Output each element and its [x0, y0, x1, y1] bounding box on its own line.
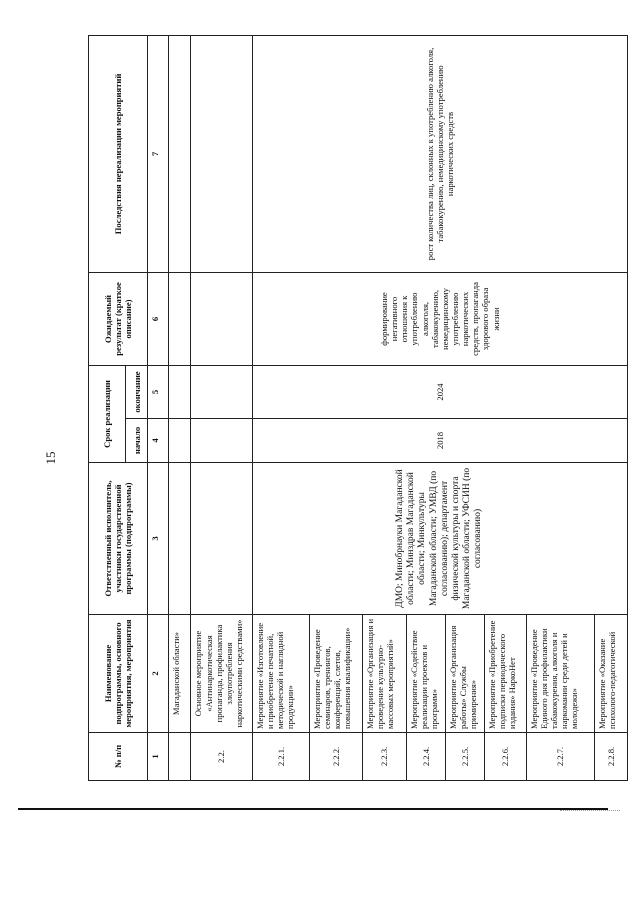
rotated-table-page	[88, 36, 628, 781]
row-num: 2.2.6.	[484, 733, 526, 781]
header-period: Срок реализации	[89, 365, 126, 462]
row-name: Мероприятие «Изготовление и приобретение печатной, методической и наглядной продукции»	[252, 615, 309, 733]
header-num: № п/п	[89, 733, 148, 781]
row-name: Мероприятие «Проведение Единого дня профилактики табакокурения, алкоголя и наркомании среди детей и молодежи»	[526, 615, 594, 733]
empty-cell	[191, 272, 252, 365]
row-name: Мероприятие «Содействие реализации проектов и программ»	[406, 615, 445, 733]
bottom-rule-faint	[560, 810, 620, 811]
row-name: Мероприятие «Организация работы» Службы примирения»	[445, 615, 484, 733]
column-number-row	[148, 35, 169, 780]
header-name: Наименование подпрограммы, основного мероприятия, мероприятия	[89, 615, 148, 733]
row-num: 2.2.1.	[252, 733, 309, 781]
row-num: 2.2.3.	[362, 733, 406, 781]
empty-cell	[191, 463, 252, 615]
page-number: 15	[43, 451, 58, 465]
table-row	[191, 35, 252, 780]
column-number: 7	[148, 35, 169, 272]
header-result: Ожидаемый результат (краткое описание)	[89, 272, 148, 365]
empty-cell	[191, 365, 252, 418]
header-row-1	[89, 35, 126, 780]
header-end: окончание	[126, 365, 148, 418]
start-year-cell: 2018	[252, 419, 627, 463]
row-name: Основное мероприятие «Антинаркотическая пропаганда, профилактика злоупотребления наркотическими средствами»	[191, 615, 252, 733]
table-row	[252, 35, 309, 780]
row-num: 2.2.2.	[309, 733, 362, 781]
header-start: начало	[126, 419, 148, 463]
empty-cell	[169, 35, 191, 272]
result-cell: формирование негативного отношения к употреблению алкоголя, табакокурению, немедицинскому употреблению наркотических средств, пропаганда здорового образа жизни	[252, 272, 627, 365]
column-number: 3	[148, 463, 169, 615]
empty-cell	[191, 35, 252, 272]
column-number: 4	[148, 419, 169, 463]
row-num: 2.2.4.	[406, 733, 445, 781]
row-name: Мероприятие «Оказание психолого-педагогической	[594, 615, 627, 733]
table-container	[88, 36, 628, 781]
column-number: 6	[148, 272, 169, 365]
row-name: Магаданской области»	[169, 615, 191, 733]
column-number: 1	[148, 733, 169, 781]
empty-cell	[169, 463, 191, 615]
row-num	[169, 733, 191, 781]
row-name: Мероприятие «Организация и проведение культурно-массовых мероприятий»	[362, 615, 406, 733]
row-name: Мероприятие «Приобретение подписки периодического издания» НаркоНет	[484, 615, 526, 733]
consequence-cell: рост количества лиц, склонных к употреблению алкоголя, табакокурению, немедицинскому употреблению наркотических средств	[252, 35, 627, 272]
empty-cell	[169, 419, 191, 463]
row-num: 2.2.8.	[594, 733, 627, 781]
empty-cell	[191, 419, 252, 463]
empty-cell	[169, 365, 191, 418]
executor-cell: ДМО; Минобрнауки Магаданской области; Минздрав Магаданской области; Минкультуры Магаданской области; УМВД (по согласованию); департамент физической культуры и спорта Магаданской области; УФСИН (по согласованию)	[252, 463, 627, 615]
empty-cell	[169, 272, 191, 365]
column-number: 2	[148, 615, 169, 733]
table-row	[169, 35, 191, 780]
row-name: Мероприятие «Проведение семинаров, тренингов, конференций, слетов, повышения квалификации»	[309, 615, 362, 733]
row-num: 2.2.5.	[445, 733, 484, 781]
program-table	[88, 35, 628, 781]
bottom-rule	[18, 808, 608, 810]
header-executor: Ответственный исполнитель, участники государственной программы (подпрограммы)	[89, 463, 148, 615]
row-num: 2.2.	[191, 733, 252, 781]
row-num: 2.2.7.	[526, 733, 594, 781]
end-year-cell: 2024	[252, 365, 627, 418]
column-number: 5	[148, 365, 169, 418]
header-consequence: Последствия нереализации мероприятий	[89, 35, 148, 272]
